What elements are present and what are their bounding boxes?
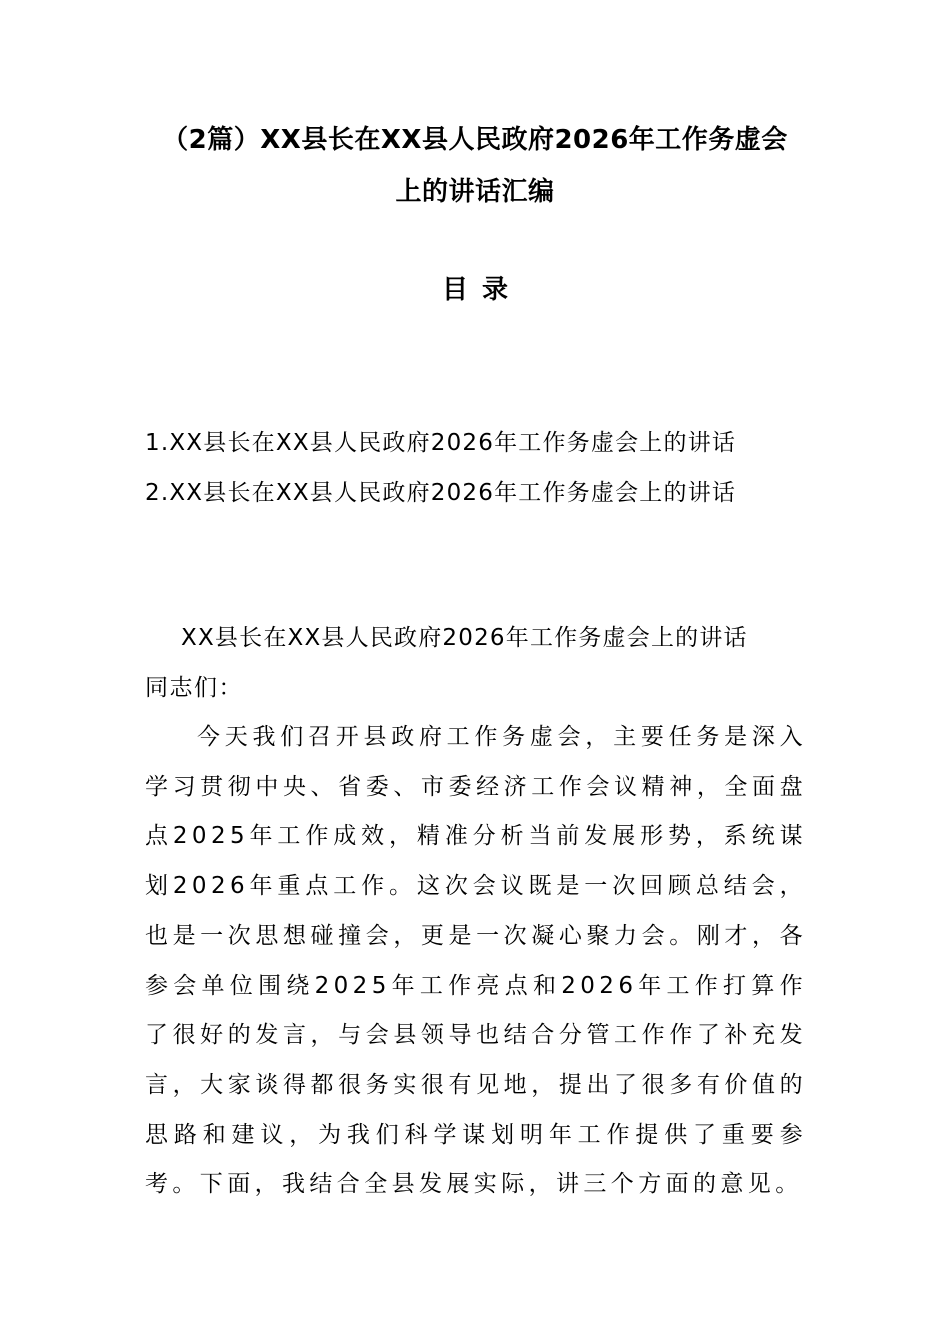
table-of-contents	[145, 418, 825, 518]
toc-item-1[interactable]: 1.XX县长在XX县人民政府2026年工作务虚会上的讲话	[145, 430, 737, 456]
article	[145, 613, 807, 1210]
toc-heading: 目录	[441, 275, 522, 305]
document-title-line-2: 上的讲话汇编	[395, 177, 555, 207]
body-paragraph: 今天我们召开县政府工作务虚会，主要任务是深入学习贯彻中央、省委、市委经济工作会议精神，全面盘点2025年工作成效，精准分析当前发展形势，系统谋划2026年重点工作。这次会议既是一次回顾总结会，也是一次思想碰撞会，更是一次凝心聚力会。刚才，各参会单位围绕2025年工作亮点和2026年工作打算作了很好的发言，与会县领导也结合分管工作作了补充发言，大家谈得都很务实很有见地，提出了很多有价值的思路和建议，为我们科学谋划明年工作提供了重要参考。下面，我结合全县发展实际，讲三个方面的意见。	[145, 724, 807, 1198]
salutation: 同志们：	[145, 675, 243, 701]
article-title: XX县长在XX县人民政府2026年工作务虚会上的讲话	[181, 625, 748, 651]
document-title	[120, 114, 830, 218]
toc-item-2[interactable]: 2.XX县长在XX县人民政府2026年工作务虚会上的讲话	[145, 480, 737, 506]
document-title-line-1: （2篇）XX县长在XX县人民政府2026年工作务虚会	[162, 125, 788, 155]
